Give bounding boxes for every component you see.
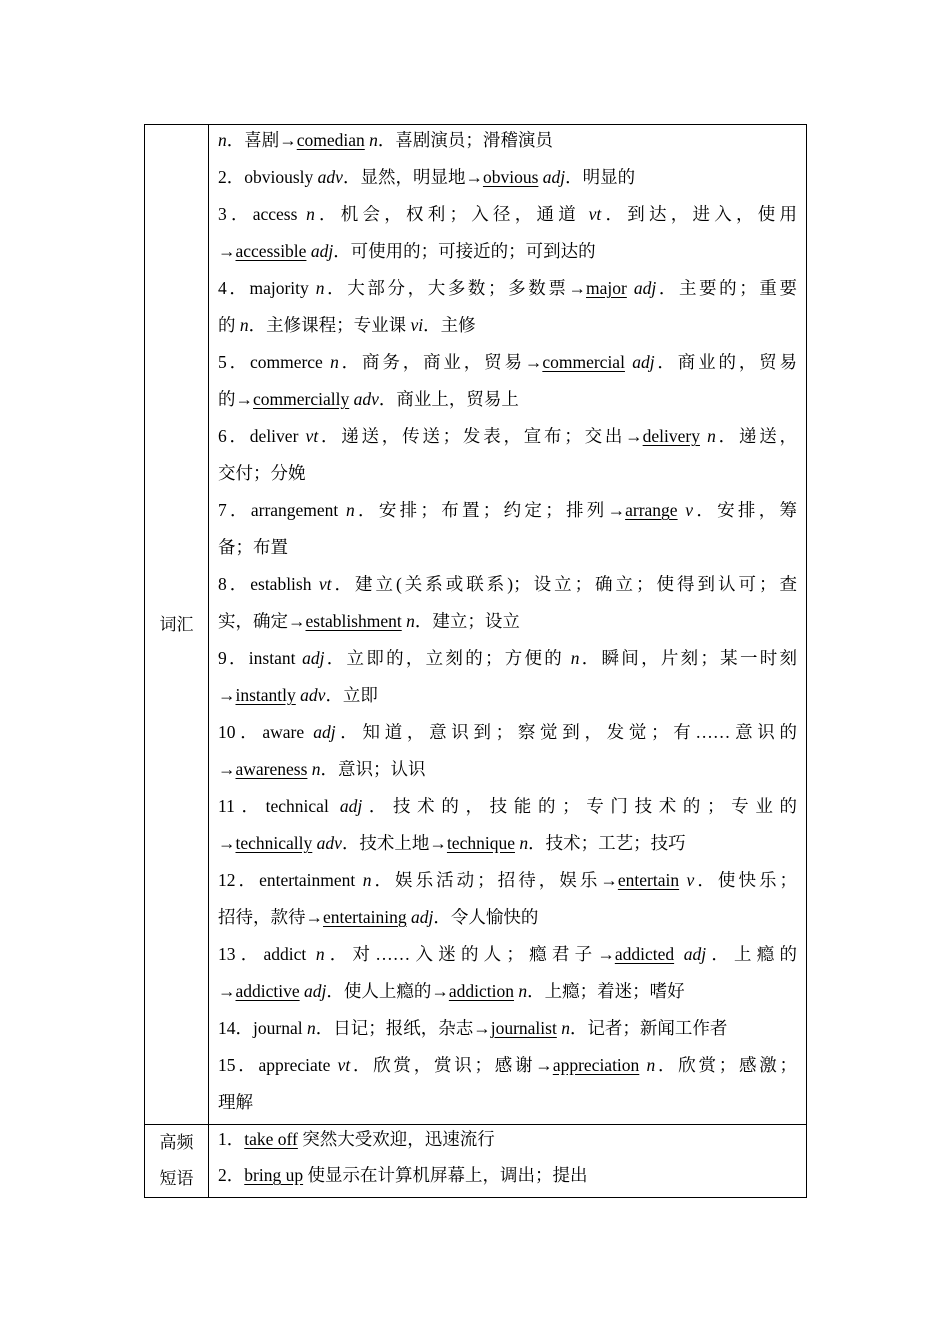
phrase-label (145, 1125, 209, 1198)
line-text: ．技术的，技能的；专门技术的；专业的 (362, 796, 797, 816)
answer-word: awareness (235, 759, 308, 779)
line-text (674, 944, 684, 964)
line-text: ．令人愉快的 (433, 907, 539, 927)
part-of-speech: adj (632, 352, 655, 372)
vocabulary-table (144, 124, 807, 1198)
part-of-speech: n (518, 981, 528, 1001)
vocab-line (218, 828, 797, 865)
line-text: 交付；分娩 (218, 463, 306, 483)
vocab-line (218, 162, 797, 199)
line-text: ．记者；新闻工作者 (569, 1018, 728, 1038)
part-of-speech: n (311, 759, 321, 779)
line-text: → (218, 981, 236, 1001)
part-of-speech: n (315, 944, 325, 964)
line-text: ．建立；设立 (414, 611, 520, 631)
vocab-line (218, 458, 797, 495)
line-text: 2． (218, 1165, 245, 1185)
vocab-label: 词汇 (145, 125, 209, 1125)
answer-word: arrange (625, 500, 678, 520)
line-text: ．日记；报纸，杂志→ (315, 1018, 491, 1038)
line-text: 4．majority (218, 278, 316, 298)
line-text: ．瞬间，片刻；某一时刻 (579, 648, 797, 668)
line-text: 9．instant (218, 648, 303, 668)
line-text: → (218, 759, 236, 779)
line-text: ．上瘾的 (706, 944, 797, 964)
part-of-speech: n (362, 870, 372, 890)
part-of-speech: vt (337, 1055, 351, 1075)
part-of-speech: vi (410, 315, 424, 335)
part-of-speech: n (561, 1018, 570, 1038)
line-text: ．大部分，大多数；多数票→ (324, 278, 587, 298)
line-text: ．明显的 (565, 167, 636, 187)
line-text: ．安排，筹 (693, 500, 797, 520)
line-text: ．喜剧演员；滑稽演员 (377, 130, 553, 150)
line-text: → (218, 833, 236, 853)
vocab-line (218, 976, 797, 1013)
part-of-speech: v (685, 500, 694, 520)
line-text: ．商务，商业，贸易→ (338, 352, 543, 372)
vocab-line (218, 421, 797, 458)
line-text: 招待，款待→ (218, 907, 323, 927)
part-of-speech: n (519, 833, 529, 853)
vocab-line (218, 347, 797, 384)
vocab-line (218, 754, 797, 791)
line-text: 实，确定→ (218, 611, 306, 631)
part-of-speech: adj (313, 722, 336, 742)
answer-word: addicted (614, 944, 675, 964)
vocab-line (218, 791, 797, 828)
part-of-speech: adv (317, 167, 343, 187)
line-text: ．递送，传送；发表，宣布；交出→ (318, 426, 643, 446)
part-of-speech: adv (316, 833, 342, 853)
line-text: 12．entertainment (218, 870, 363, 890)
line-text: ．对……入迷的人；瘾君子→ (324, 944, 615, 964)
line-text: 的→ (218, 389, 253, 409)
line-text: 使显示在计算机屏幕上，调出；提出 (303, 1165, 588, 1185)
vocab-line (218, 606, 797, 643)
vocab-lines (218, 125, 797, 1124)
vocab-line (218, 495, 797, 532)
line-text: ．主修 (423, 315, 476, 335)
line-text: ．使人上瘾的→ (326, 981, 449, 1001)
vocab-line (218, 643, 797, 680)
line-text: 6．deliver (218, 426, 306, 446)
phrase-label-line-2: 短语 (159, 1169, 194, 1189)
line-text: → (218, 685, 236, 705)
line-text: 突然大受欢迎，迅速流行 (297, 1129, 495, 1149)
vocab-line (218, 569, 797, 606)
vocab-line (218, 1087, 797, 1124)
phrase-content (209, 1125, 807, 1198)
line-text: ．商业上，贸易上 (378, 389, 519, 409)
answer-word: delivery (642, 426, 700, 446)
line-text: ．喜剧→ (226, 130, 297, 150)
vocab-line (218, 865, 797, 902)
part-of-speech: n (239, 315, 249, 335)
line-text: ．立即的，立刻的；方便的 (324, 648, 571, 668)
answer-word: establishment (305, 611, 402, 631)
line-text: ．递送， (715, 426, 797, 446)
vocab-line (218, 680, 797, 717)
line-text: 11．technical (218, 796, 340, 816)
line-text: ．到达，进入，使用 (601, 204, 797, 224)
answer-word: commercial (542, 352, 625, 372)
vocab-line (218, 1050, 797, 1087)
part-of-speech: adj (542, 167, 566, 187)
line-text: ．商业的，贸易 (654, 352, 797, 372)
part-of-speech: n (306, 204, 315, 224)
part-of-speech: vt (305, 426, 319, 446)
line-text: 7．arrangement (218, 500, 346, 520)
part-of-speech: n (369, 130, 378, 150)
vocab-line (218, 717, 797, 754)
line-text: ．意识；认识 (320, 759, 426, 779)
line-text: 2．obviously (218, 167, 318, 187)
vocab-line (218, 1013, 797, 1050)
line-text: ．可使用的；可接近的；可到达的 (333, 241, 596, 261)
answer-word: take off (244, 1129, 298, 1149)
line-text: ．使快乐； (694, 870, 797, 890)
phrase-line (218, 1161, 797, 1197)
line-text: 1． (218, 1129, 245, 1149)
vocab-line (218, 199, 797, 236)
line-text: ．欣赏；感激； (655, 1055, 797, 1075)
answer-word: entertain (617, 870, 680, 890)
line-text: ．安排；布置；约定；排列→ (354, 500, 626, 520)
line-text: 13．addict (218, 944, 316, 964)
part-of-speech: adj (339, 796, 363, 816)
line-text: ．技术上地→ (341, 833, 447, 853)
vocab-line (218, 273, 797, 310)
part-of-speech: n (330, 352, 339, 372)
part-of-speech: adj (410, 907, 434, 927)
line-text (627, 278, 634, 298)
answer-word: commercially (253, 389, 350, 409)
line-text: ．建立(关系或联系)；设立；确立；使得到认可；查 (331, 574, 797, 594)
phrase-row (145, 1125, 807, 1198)
part-of-speech: adj (683, 944, 707, 964)
line-text: 的 (218, 315, 240, 335)
phrase-label-line-1: 高频 (159, 1133, 194, 1153)
answer-word: addiction (448, 981, 515, 1001)
answer-word: technique (446, 833, 515, 853)
phrase-lines (218, 1125, 797, 1197)
part-of-speech: adj (310, 241, 334, 261)
vocab-row (145, 125, 807, 1125)
part-of-speech: v (686, 870, 695, 890)
line-text: 3．access (218, 204, 307, 224)
part-of-speech: n (218, 130, 227, 150)
line-text: ．机会，权利；入径，通道 (314, 204, 589, 224)
part-of-speech: n (646, 1055, 656, 1075)
vocab-line (218, 125, 797, 162)
part-of-speech: vt (588, 204, 602, 224)
part-of-speech: adj (304, 981, 327, 1001)
part-of-speech: vt (318, 574, 332, 594)
part-of-speech: adv (353, 389, 379, 409)
answer-word: accessible (235, 241, 307, 261)
line-text: ．娱乐活动；招待，娱乐→ (371, 870, 618, 890)
line-text: 14．journal (218, 1018, 307, 1038)
answer-word: obvious (482, 167, 539, 187)
answer-word: journalist (490, 1018, 557, 1038)
part-of-speech: n (315, 278, 325, 298)
vocab-line (218, 384, 797, 421)
part-of-speech: n (306, 1018, 316, 1038)
line-text: ．主修课程；专业课 (248, 315, 411, 335)
line-text: ．上瘾；着迷；嗜好 (527, 981, 685, 1001)
line-text: ．立即 (325, 685, 378, 705)
answer-word: bring up (244, 1165, 304, 1185)
vocab-line (218, 532, 797, 569)
answer-word: appreciation (552, 1055, 640, 1075)
line-text: 5．commerce (218, 352, 331, 372)
part-of-speech: n (345, 500, 355, 520)
line-text: ．显然，明显地→ (342, 167, 483, 187)
part-of-speech: n (406, 611, 415, 631)
line-text: 10．aware (218, 722, 314, 742)
part-of-speech: adj (302, 648, 325, 668)
line-text: 15．appreciate (218, 1055, 338, 1075)
answer-word: entertaining (323, 907, 407, 927)
vocab-line (218, 236, 797, 273)
line-text: 理解 (218, 1092, 253, 1112)
line-text: 8．establish (218, 574, 319, 594)
line-text: ．欣赏，赏识；感谢→ (350, 1055, 553, 1075)
line-text: ．技术；工艺；技巧 (528, 833, 686, 853)
part-of-speech: n (707, 426, 716, 446)
vocab-line (218, 310, 797, 347)
line-text: 备；布置 (218, 537, 288, 557)
answer-word: major (586, 278, 627, 298)
line-text: ．主要的；重要 (656, 278, 797, 298)
answer-word: technically (235, 833, 313, 853)
vocab-line (218, 939, 797, 976)
phrase-line (218, 1125, 797, 1161)
line-text (679, 870, 686, 890)
line-text: → (218, 241, 236, 261)
part-of-speech: adv (300, 685, 326, 705)
line-text: ．知道，意识到；察觉到，发觉；有……意识的 (335, 722, 797, 742)
answer-word: comedian (296, 130, 365, 150)
vocab-content (209, 125, 807, 1125)
vocab-line (218, 902, 797, 939)
answer-word: addictive (235, 981, 300, 1001)
part-of-speech: adj (633, 278, 657, 298)
answer-word: instantly (235, 685, 296, 705)
part-of-speech: n (570, 648, 580, 668)
